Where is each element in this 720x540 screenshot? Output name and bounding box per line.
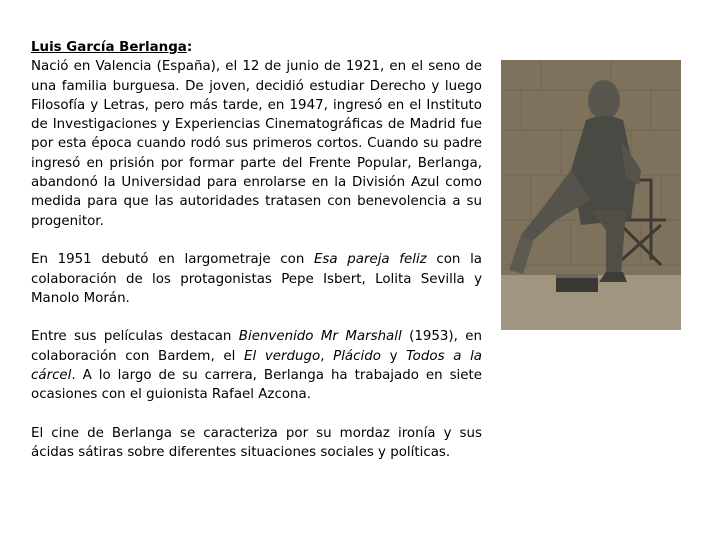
film-title: El verdugo — [244, 348, 321, 364]
heading-name: Luis García Berlanga — [31, 40, 187, 55]
film-title: Esa pareja feliz — [313, 252, 427, 268]
biography-text — [31, 38, 482, 482]
film-title: Plácido — [333, 348, 381, 364]
heading: Luis García Berlanga: — [31, 40, 193, 55]
paragraph-2: En 1951 debutó en largometraje con Esa pareja feliz con la colaboración de los protagonistas Pepe Isbert, Lolita Sevilla y Manolo Morán. — [31, 252, 482, 306]
paragraph-1: Nació en Valencia (España), el 12 de junio de 1921, en el seno de una familia burguesa. De joven, decidió estudiar Derecho y luego Filosofía y Letras, pero más tarde, en 1947, ingresó en el Instituto de Investigaciones y Experiencias Cinematográficas de Madrid fue por esta época cuando rodó sus primeros cortos. Cuando su padre ingresó en prisión por formar parte del Frente Popular, Berlanga, abandonó la Universidad para enrolarse en la División Azul como medida para que las autoridades tratasen con benevolencia a su progenitor. — [31, 59, 482, 229]
film-title: Bienvenido Mr Marshall — [238, 329, 402, 345]
statue-image — [501, 60, 681, 330]
statue-photo — [501, 60, 681, 330]
film-title: Todos a la cárcel — [31, 348, 482, 384]
paragraph-4: El cine de Berlanga se caracteriza por su mordaz ironía y sus ácidas sátiras sobre diferentes situaciones sociales y políticas. — [31, 425, 482, 461]
clapperboard — [556, 274, 598, 292]
heading-paragraph — [31, 38, 482, 231]
paragraph-3: Entre sus películas destacan Bienvenido Mr Marshall (1953), en colaboración con Bardem, el El verdugo, Plácido y Todos a la cárcel. A lo largo de su carrera, Berlanga ha trabajado en siete ocasiones con el guionista Rafael Azcona. — [31, 329, 482, 403]
